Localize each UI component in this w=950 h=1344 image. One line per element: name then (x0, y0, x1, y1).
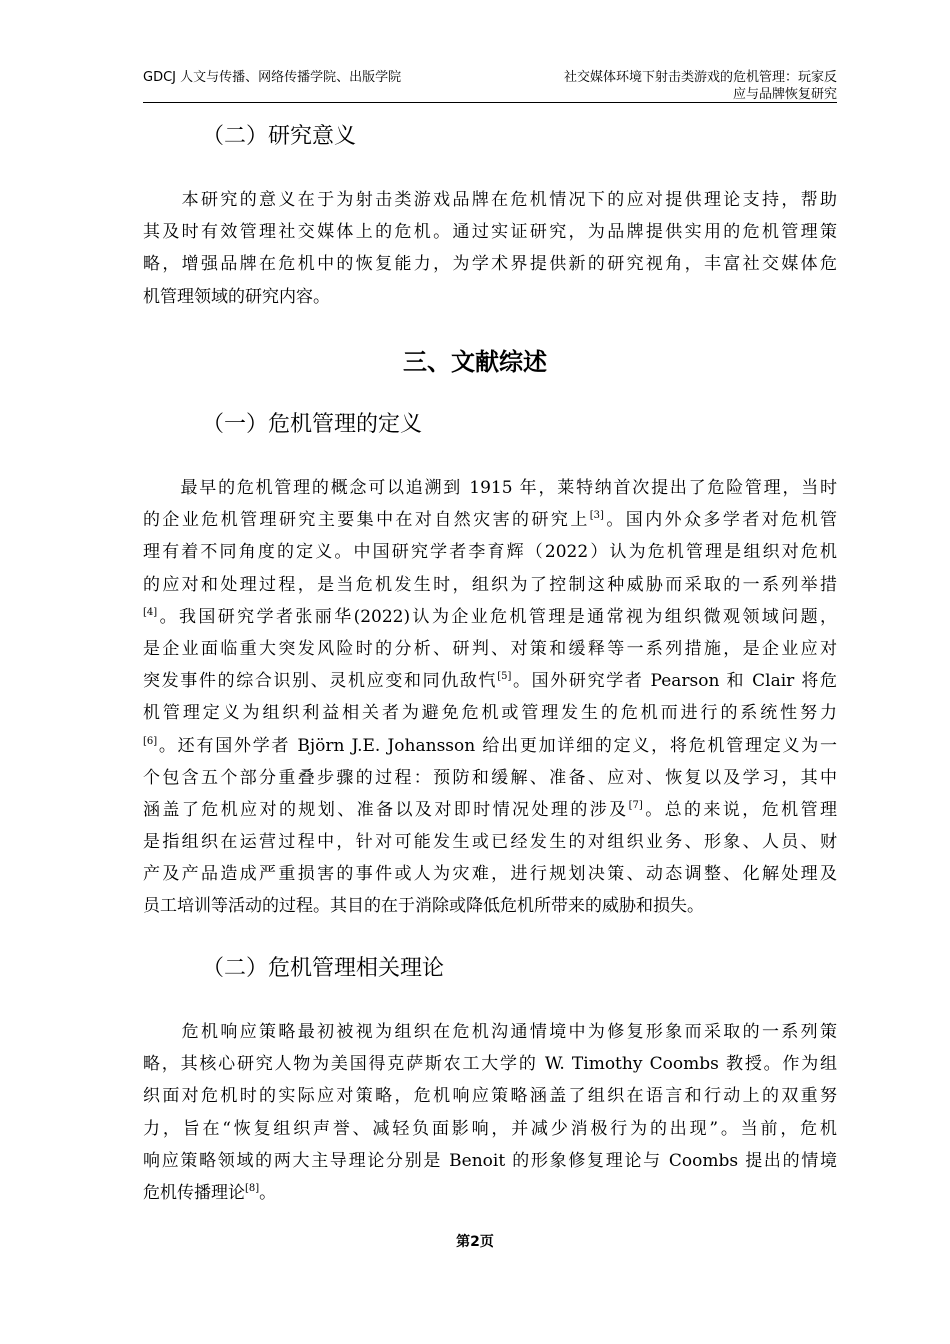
header-title-line-2: 应与品牌恢复研究 (732, 87, 837, 102)
paragraph-research-significance (143, 184, 837, 313)
paragraph-line: 危机响应策略最初被视为组织在危机沟通情境中为修复形象而采取的一系列策 (143, 1022, 837, 1042)
page-header (143, 66, 837, 103)
paragraph-line: 的企业危机管理研究主要集中在对自然灾害的研究上[3]。国内外众多学者对危机管 (143, 510, 838, 531)
paragraph-line: 最早的危机管理的概念可以追溯到 1915 年，莱特纳首次提出了危险管理，当时 (143, 478, 837, 498)
paragraph-crisis-theory (143, 1016, 837, 1209)
citation-ref: [7] (628, 799, 643, 811)
paragraph-line: 产及产品造成严重损害的事件或人为灾难，进行规划决策、动态调整、化解处理及 (143, 864, 837, 885)
paragraph-line: 其及时有效管理社交媒体上的危机。通过实证研究，为品牌提供实用的危机管理策 (143, 222, 837, 243)
page-number: 第2页 (456, 1234, 494, 1250)
paragraph-line: [4]。我国研究学者张丽华(2022)认为企业危机管理是通常视为组织微观领域问题， (143, 606, 837, 627)
citation-ref: [8] (245, 1182, 260, 1194)
paragraph-line: 是指组织在运营过程中，针对可能发生或已经发生的对组织业务、形象、人员、财 (143, 832, 837, 853)
citation-ref: [6] (143, 735, 158, 747)
header-title-line-1: 社交媒体环境下射击类游戏的危机管理：玩家反 (563, 70, 837, 85)
paragraph-line: 危机传播理论[8]。 (143, 1182, 277, 1203)
paragraph-line: 机管理定义为组织利益相关者为避免危机或管理发生的危机而进行的系统性努力 (143, 703, 837, 724)
paragraph-line: 个包含五个部分重叠步骤的过程：预防和缓解、准备、应对、恢复以及学习，其中 (143, 767, 837, 788)
paragraph-line: [6]。还有国外学者 Björn J.E. Johansson 给出更加详细的定义，将危机管理定义为一 (143, 735, 837, 756)
paragraph-line: 力，旨在“恢复组织声誉、减轻负面影响，并减少消极行为的出现”。当前，危机 (143, 1118, 837, 1139)
paragraph-line: 是企业面临重大突发风险时的分析、研判、对策和缓释等一系列措施，是企业应对 (143, 638, 837, 659)
header-paper-title (527, 69, 837, 103)
paragraph-line: 突发事件的综合识别、灵机应变和同仇敌忾[5]。国外研究学者 Pearson 和 Clair 将危 (143, 671, 837, 692)
paragraph-crisis-definition (143, 472, 837, 923)
heading-crisis-theory: （二）危机管理相关理论 (202, 956, 445, 981)
citation-ref: [5] (497, 671, 512, 683)
header-institution: GDCJ 人文与传播、网络传播学院、出版学院 (143, 70, 402, 85)
paragraph-line: 织面对危机时的实际应对策略，危机响应策略涵盖了组织在语言和行动上的双重努 (143, 1086, 837, 1107)
heading-crisis-definition: （一）危机管理的定义 (202, 412, 423, 437)
paragraph-line: 的应对和处理过程，是当危机发生时，组织为了控制这种威胁而采取的一系列举措 (143, 574, 837, 595)
paragraph-line: 略，增强品牌在危机中的恢复能力，为学术界提供新的研究视角，丰富社交媒体危 (143, 254, 837, 275)
chapter-heading-literature-review: 三、文献综述 (403, 348, 547, 376)
paragraph-line: 略，其核心研究人物为美国得克萨斯农工大学的 W. Timothy Coombs 教授。作为组 (143, 1054, 837, 1075)
paragraph-line: 涵盖了危机应对的规划、准备以及对即时情况处理的涉及[7]。总的来说，危机管理 (143, 799, 838, 820)
paragraph-line: 员工培训等活动的过程。其目的在于消除或降低危机所带来的威胁和损失。 (143, 896, 704, 917)
paragraph-line: 本研究的意义在于为射击类游戏品牌在危机情况下的应对提供理论支持，帮助 (143, 190, 837, 210)
paragraph-line: 响应策略领域的两大主导理论分别是 Benoit 的形象修复理论与 Coombs 提出的情境 (143, 1150, 837, 1171)
paragraph-line: 机管理领域的研究内容。 (143, 286, 330, 307)
citation-ref: [3] (589, 510, 604, 522)
heading-research-significance: （二）研究意义 (202, 124, 357, 149)
paragraph-line: 理有着不同角度的定义。中国研究学者李育辉（2022）认为危机管理是组织对危机 (143, 542, 837, 563)
citation-ref: [4] (143, 606, 158, 618)
